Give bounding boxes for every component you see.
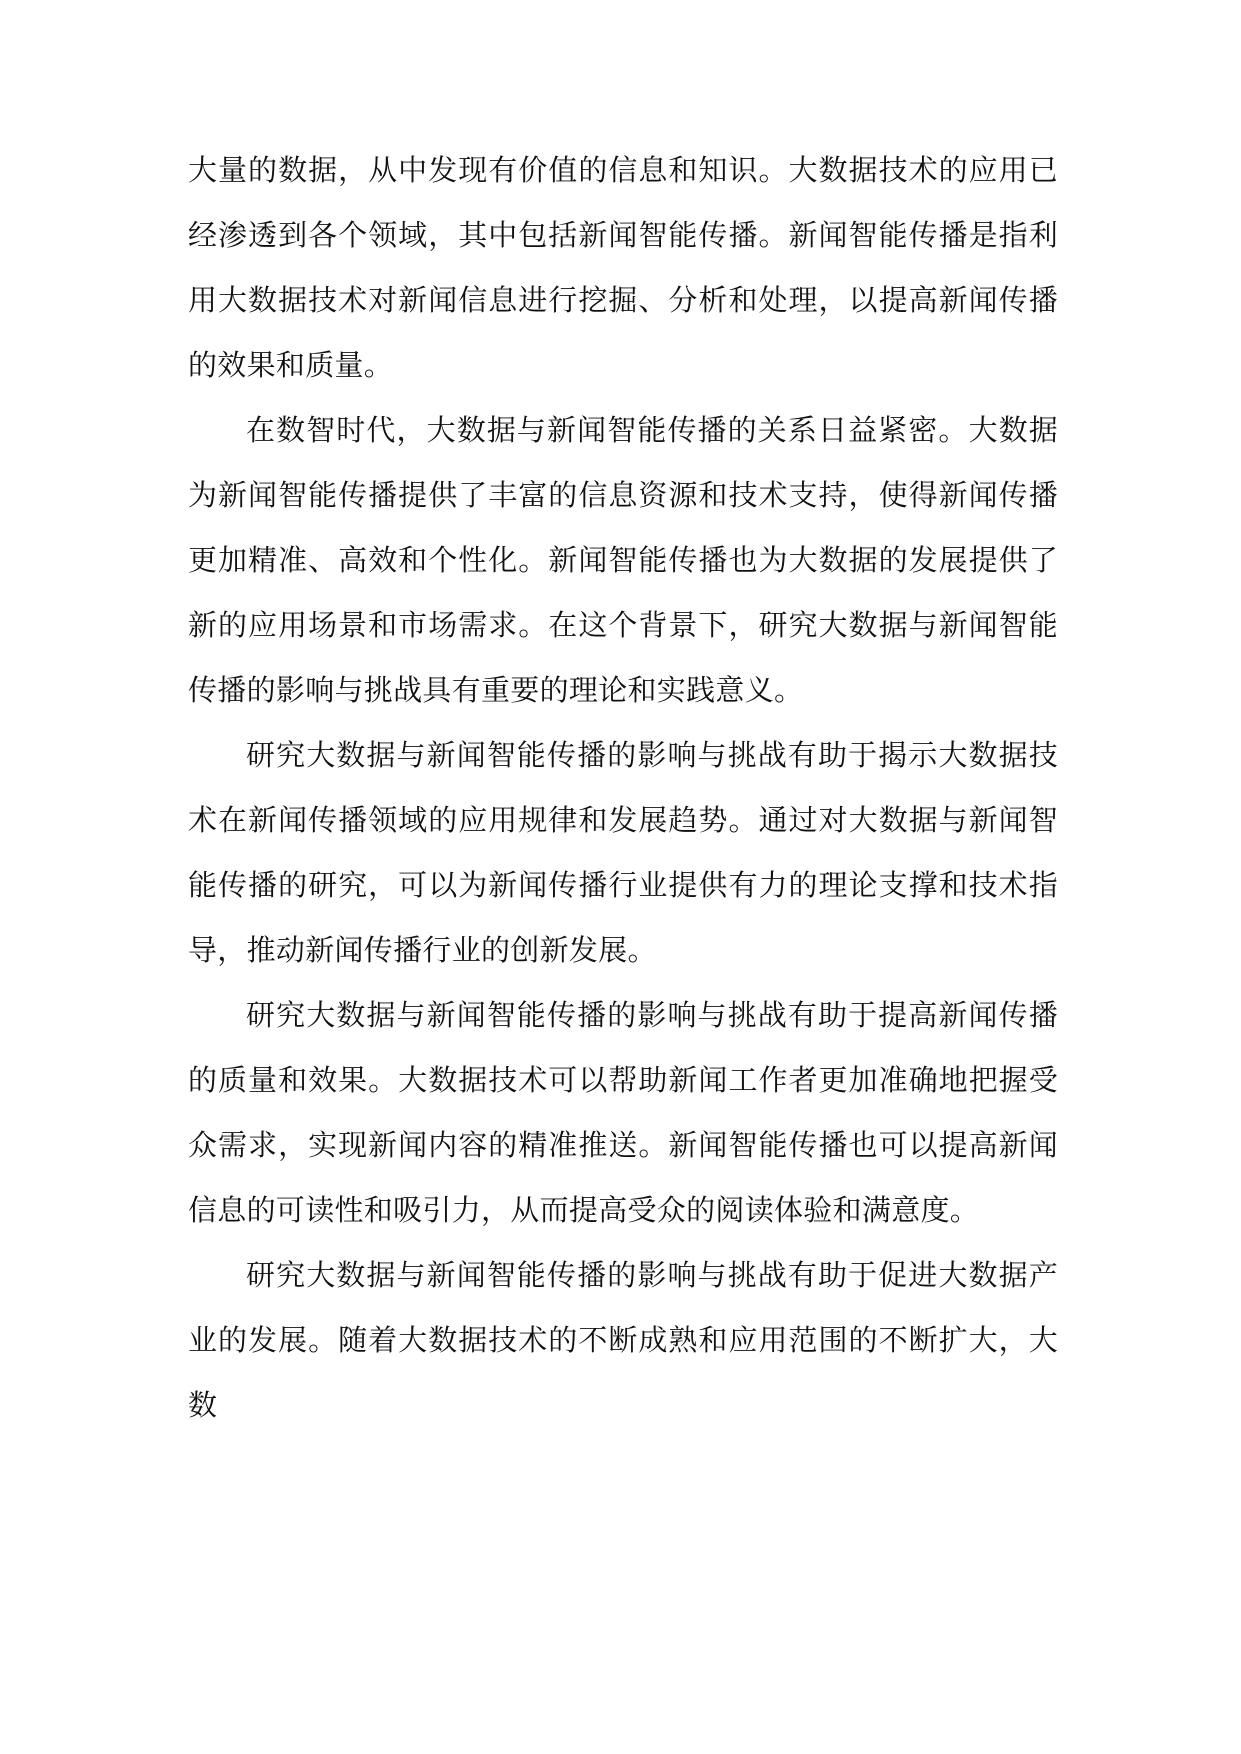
paragraph-4: 研究大数据与新闻智能传播的影响与挑战有助于提高新闻传播的质量和效果。大数据技术可以帮助新闻工作者更加准确地把握受众需求，实现新闻内容的精准推送。新闻智能传播也可以提高新闻信息的可读性和吸引力，从而提高受众的阅读体验和满意度。 bbox=[188, 998, 1058, 1227]
paragraph-3: 研究大数据与新闻智能传播的影响与挑战有助于揭示大数据技术在新闻传播领域的应用规律和发展趋势。通过对大数据与新闻智能传播的研究，可以为新闻传播行业提供有力的理论支撑和技术指导，推动新闻传播行业的创新发展。 bbox=[188, 738, 1058, 967]
paragraph-2: 在数智时代，大数据与新闻智能传播的关系日益紧密。大数据为新闻智能传播提供了丰富的信息资源和技术支持，使得新闻传播更加精准、高效和个性化。新闻智能传播也为大数据的发展提供了新的应用场景和市场需求。在这个背景下，研究大数据与新闻智能传播的影响与挑战具有重要的理论和实践意义。 bbox=[188, 413, 1058, 707]
paragraph-1: 大量的数据，从中发现有价值的信息和知识。大数据技术的应用已经渗透到各个领域，其中包括新闻智能传播。新闻智能传播是指利用大数据技术对新闻信息进行挖掘、分析和处理，以提高新闻传播的效果和质量。 bbox=[188, 153, 1058, 382]
body-text bbox=[188, 138, 1058, 1438]
paragraph-5: 研究大数据与新闻智能传播的影响与挑战有助于促进大数据产业的发展。随着大数据技术的不断成熟和应用范围的不断扩大，大数 bbox=[188, 1258, 1058, 1422]
